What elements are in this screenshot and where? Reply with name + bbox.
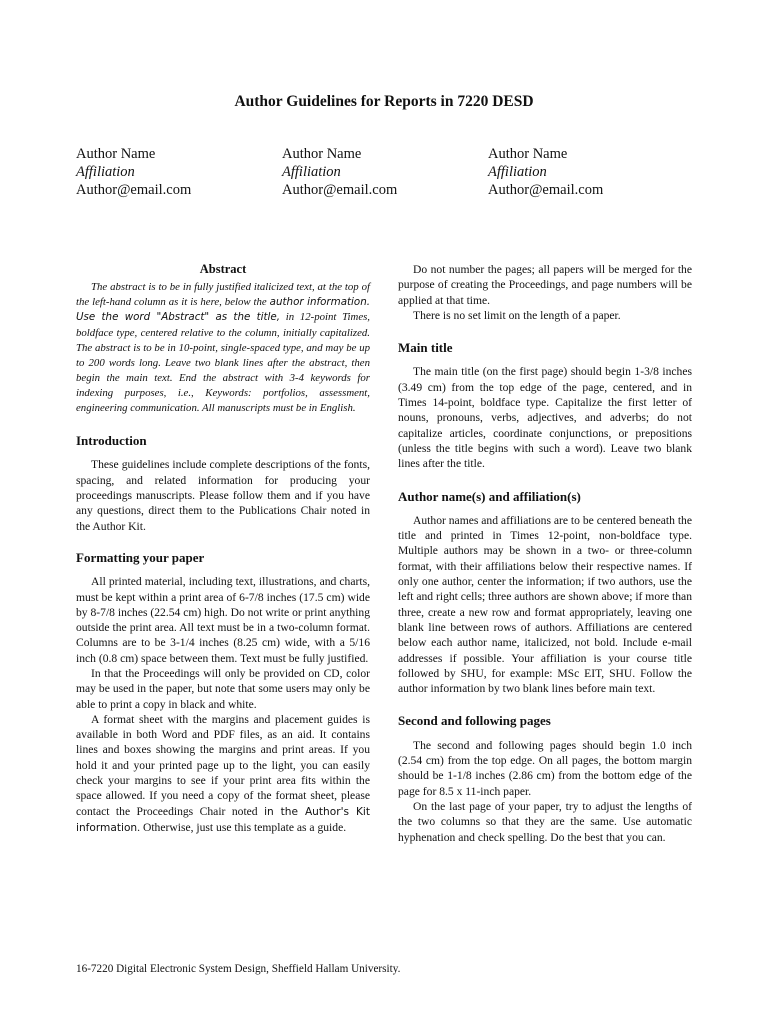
author-names-paragraph: Author names and affiliations are to be centered beneath the title and printed in Times 12-point, non-boldface type. Multiple authors may be shown in a two- or three-column format, with their affiliations below their respective names. If only one author, center the information; if two authors, use the left and right cells; three authors are shown above; if more than three, create a new row and format appropriately, leaving one blank line between rows of authors. Affiliations are centered below each author name, italicized, not bold. Include e-mail addresses if possible. Your affiliation is your course title followed by SHU, for example: MSc EIT, SHU. Follow the author information by two blank lines before main text. [398, 513, 692, 696]
author-affiliation: Affiliation [282, 164, 341, 180]
author-affiliation: Affiliation [76, 164, 135, 180]
page-numbers-paragraph: Do not number the pages; all papers will be merged for the purpose of creating the Proceedings, and page numbers will be applied at that time. [398, 263, 692, 307]
formatting-p3-hand: in the Author's Kit information [76, 805, 370, 834]
left-column [76, 262, 370, 836]
paper-title: Author Guidelines for Reports in 7220 DESD [234, 93, 534, 110]
paper-length-paragraph: There is no set limit on the length of a paper. [413, 308, 621, 322]
formatting-paragraph-3 [76, 712, 370, 836]
author-name: Author Name [488, 146, 568, 162]
author-email: Author@email.com [76, 182, 192, 198]
author-affiliation: Affiliation [488, 164, 547, 180]
author-names-heading: Author name(s) and affiliation(s) [398, 488, 581, 504]
abstract-text-hand: author information. Use the word "Abstract" as the title, [76, 296, 370, 324]
main-title-paragraph: The main title (on the first page) should begin 1-3/8 inches (3.49 cm) from the top edge of the page, centered, and in Times 14-point, boldface type. Capitalize the first letter of nouns, pronouns, verbs, adjectives, and adverbs; do not capitalize articles, coordinate conjunctions, or prepositions (unless the title begins with such a word). Leave two blank lines after the title. [398, 365, 692, 471]
introduction-paragraph: These guidelines include complete descriptions of the fonts, spacing, and related information for producing your proceedings manuscripts. Please follow them and if you have any questions, direct them to the Publications Chair noted in the Author Kit. [76, 458, 370, 533]
author-email: Author@email.com [282, 182, 398, 198]
author-3 [488, 145, 603, 199]
formatting-p3-end: . Otherwise, just use this template as a guide. [137, 820, 347, 834]
formatting-paragraph-2: In that the Proceedings will only be provided on CD, color may be used in the paper, but note that some users may only be able to print a copy in black and white. [76, 667, 370, 711]
formatting-paragraph-1: All printed material, including text, illustrations, and charts, must be kept within a print area of 6-7/8 inches (17.5 cm) wide by 8-7/8 inches (22.54 cm) high. Do not write or print anything outside the print area. All text must be in a two-column format. Columns are to be 3-1/4 inches (8.25 cm) wide, with a 5/16 inch (0.8 cm) space between them. Text must be fully justified. [76, 575, 370, 665]
abstract-text [76, 280, 370, 416]
second-pages-paragraph-1: The second and following pages should begin 1.0 inch (2.54 cm) from the top edge. On all pages, the bottom margin should be 1-1/8 inches (2.86 cm) from the bottom edge of the page for 8.5 x 11-inch paper. [398, 738, 692, 798]
author-name: Author Name [76, 146, 156, 162]
second-pages-heading: Second and following pages [398, 713, 551, 729]
abstract-heading: Abstract [199, 262, 247, 276]
author-name: Author Name [282, 146, 362, 162]
introduction-heading: Introduction [76, 433, 147, 449]
abstract-text-end: in 12-point Times, boldface type, centered relative to the column, initially capitalized. The abstract is to be in 10-point, single-spaced type, and may be up to 200 words long. Leave two blank lines after the abstract, then begin the main text. End the abstract with 3-4 keywords for indexing purposes, i.e., Keywords: portfolios, assessment, engineering communication. All manuscripts must be in English. [76, 311, 371, 415]
author-1 [76, 145, 191, 199]
right-column [398, 262, 692, 845]
author-2 [282, 145, 397, 199]
formatting-p3-start: A format sheet with the margins and placement guides is available in both Word and PDF files, as an aid. It contains lines and boxes showing the margins and print areas. If you hold it and your printed page up to the light, you can easily check your margins to see if your print area fits within the space allowed. If you need a copy of the format sheet, please contact the Proceedings Chair noted [76, 712, 370, 818]
author-email: Author@email.com [488, 182, 604, 198]
second-pages-paragraph-2: On the last page of your paper, try to adjust the lengths of the two columns so that they are the same. Use automatic hyphenation and check spelling. Do the best that you can. [398, 799, 692, 844]
main-title-heading: Main title [398, 340, 453, 356]
formatting-heading: Formatting your paper [76, 549, 205, 565]
page-footer: 16-7220 Digital Electronic System Design, Sheffield Hallam University. [76, 963, 401, 975]
abstract-text-start: The abstract is to be in fully justified italicized text, at the top of the left-hand column as it is here, below the [76, 281, 370, 309]
